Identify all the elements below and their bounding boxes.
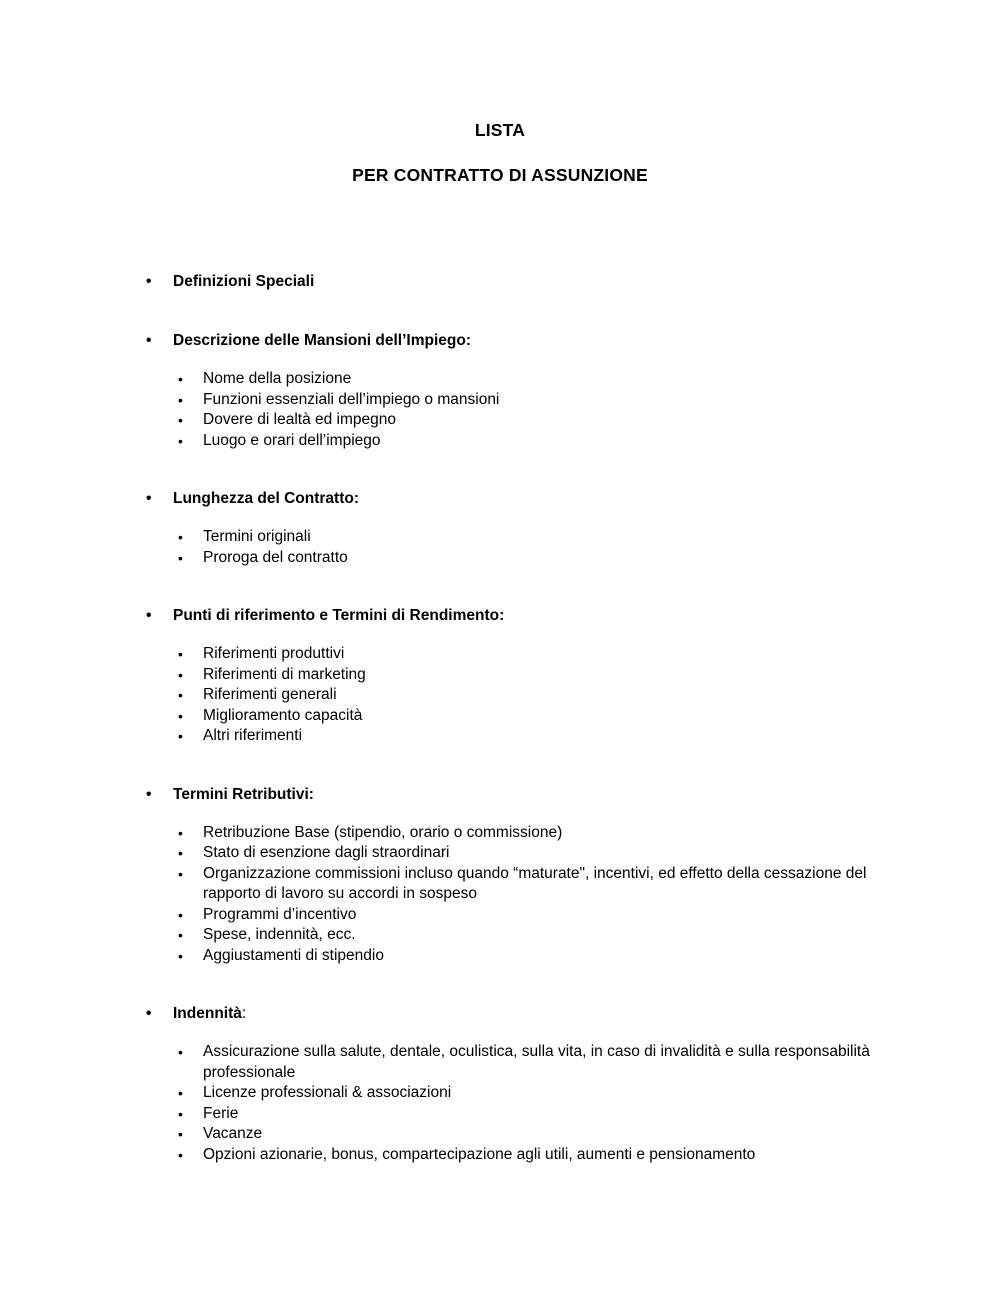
list-item xyxy=(0,527,1000,548)
list-item-label: Riferimenti generali xyxy=(203,686,337,703)
list-item xyxy=(0,726,1000,747)
section-heading-label: Termini Retributivi: xyxy=(173,785,314,803)
sub-item-list xyxy=(0,351,1000,451)
section-heading xyxy=(0,785,1000,805)
sub-item-list xyxy=(0,805,1000,967)
section-heading xyxy=(0,489,1000,509)
bullet-icon: • xyxy=(178,687,183,703)
section-heading xyxy=(0,1004,1000,1024)
list-item xyxy=(0,431,1000,452)
section-spacer xyxy=(0,747,1000,785)
list-item-label: Termini originali xyxy=(203,528,311,545)
section-heading xyxy=(0,272,1000,292)
list-item-label: Aggiustamenti di stipendio xyxy=(203,946,384,964)
bullet-icon: • xyxy=(178,412,183,428)
sub-item-list xyxy=(0,626,1000,747)
section-spacer xyxy=(0,568,1000,606)
bullet-icon: • xyxy=(178,1126,183,1142)
bullet-icon: • xyxy=(178,906,183,923)
title-block xyxy=(0,118,1000,187)
section-spacer xyxy=(0,451,1000,489)
section-spacer xyxy=(0,966,1000,1004)
list-item-label: Funzioni essenziali dell’impiego o mansioni xyxy=(203,390,500,408)
list-item xyxy=(0,1145,1000,1166)
sub-item-list xyxy=(0,509,1000,568)
list-item-label: Proroga del contratto xyxy=(203,548,348,566)
bullet-icon: • xyxy=(178,371,183,387)
section-punti-riferimento xyxy=(0,606,1000,747)
bullet-icon: • xyxy=(146,490,152,507)
bullet-icon: • xyxy=(178,1105,183,1122)
list-item-label: Licenze professionali & associazioni xyxy=(203,1084,452,1101)
list-item xyxy=(0,665,1000,686)
section-heading-label: Descrizione delle Mansioni dell’Impiego: xyxy=(173,332,472,349)
section-heading-label: Lunghezza del Contratto: xyxy=(173,490,359,507)
list-item xyxy=(0,823,1000,844)
bullet-icon: • xyxy=(178,824,183,841)
list-item-label: Retribuzione Base (stipendio, orario o commissione) xyxy=(203,823,563,841)
list-item xyxy=(0,1042,1000,1083)
outline-list xyxy=(0,272,1000,1165)
list-item xyxy=(0,864,1000,905)
section-heading xyxy=(0,606,1000,626)
bullet-icon: • xyxy=(178,865,183,882)
list-item xyxy=(0,410,1000,431)
sub-item-list xyxy=(0,1024,1000,1165)
list-item-label: Vacanze xyxy=(203,1125,263,1142)
bullet-icon: • xyxy=(178,549,183,566)
bullet-icon: • xyxy=(146,607,152,624)
list-item-label: Riferimenti di marketing xyxy=(203,665,366,683)
list-item-label: Altri riferimenti xyxy=(203,727,303,744)
section-heading-label: Indennità xyxy=(173,1005,242,1022)
section-heading-label: Definizioni Speciali xyxy=(173,273,315,290)
list-item xyxy=(0,644,1000,665)
list-item-label: Opzioni azionarie, bonus, compartecipazione agli utili, aumenti e pensionamento xyxy=(203,1145,756,1163)
section-definizioni-speciali xyxy=(0,272,1000,292)
bullet-icon: • xyxy=(146,332,152,349)
bullet-icon: • xyxy=(178,529,183,545)
list-item xyxy=(0,905,1000,926)
bullet-icon: • xyxy=(178,707,183,724)
bullet-icon: • xyxy=(146,785,152,803)
section-lunghezza-contratto xyxy=(0,489,1000,568)
bullet-icon: • xyxy=(178,728,183,744)
bullet-icon: • xyxy=(178,1085,183,1101)
bullet-icon: • xyxy=(178,1044,183,1060)
list-item-label: Spese, indennità, ecc. xyxy=(203,926,356,943)
bullet-icon: • xyxy=(178,947,183,964)
section-termini-retributivi xyxy=(0,785,1000,967)
list-item-label: Nome della posizione xyxy=(203,370,352,387)
list-item-label: Ferie xyxy=(203,1104,239,1122)
list-item-label: Miglioramento capacità xyxy=(203,706,363,724)
list-item xyxy=(0,706,1000,727)
list-item-label: Organizzazione commissioni incluso quando “maturate", incentivi, ed effetto della cessazione del rapporto di lavoro su accordi in sospeso xyxy=(203,864,867,902)
bullet-icon: • xyxy=(178,845,183,861)
list-item xyxy=(0,1104,1000,1125)
list-item-label: Dovere di lealtà ed impegno xyxy=(203,411,397,428)
list-item-label: Luogo e orari dell’impiego xyxy=(203,431,381,449)
list-item xyxy=(0,843,1000,864)
page-title: LISTA xyxy=(474,120,526,140)
list-item xyxy=(0,946,1000,967)
section-descrizione-mansioni xyxy=(0,331,1000,451)
list-item xyxy=(0,1124,1000,1145)
section-spacer xyxy=(0,292,1000,331)
list-item xyxy=(0,925,1000,946)
list-item-label: Programmi d’incentivo xyxy=(203,905,357,923)
list-item xyxy=(0,548,1000,569)
page-subtitle: PER CONTRATTO DI ASSUNZIONE xyxy=(352,165,648,185)
list-item xyxy=(0,369,1000,390)
list-item xyxy=(0,390,1000,411)
bullet-icon: • xyxy=(146,273,152,290)
bullet-icon: • xyxy=(178,391,183,408)
list-item xyxy=(0,685,1000,706)
section-indennita xyxy=(0,1004,1000,1165)
bullet-icon: • xyxy=(178,432,183,449)
bullet-icon: • xyxy=(178,646,183,662)
section-heading-suffix: : xyxy=(241,1005,247,1022)
list-item-label: Stato di esenzione dagli straordinari xyxy=(203,844,450,861)
list-item xyxy=(0,1083,1000,1104)
bullet-icon: • xyxy=(178,1146,183,1163)
section-heading xyxy=(0,331,1000,351)
bullet-icon: • xyxy=(146,1005,152,1022)
section-heading-label: Punti di riferimento e Termini di Rendimento: xyxy=(173,607,505,624)
bullet-icon: • xyxy=(178,666,183,683)
list-item-label: Assicurazione sulla salute, dentale, oculistica, sulla vita, in caso di invalidità e sulla responsabilità professionale xyxy=(203,1043,870,1081)
list-item-label: Riferimenti produttivi xyxy=(203,645,345,662)
bullet-icon: • xyxy=(178,927,183,943)
